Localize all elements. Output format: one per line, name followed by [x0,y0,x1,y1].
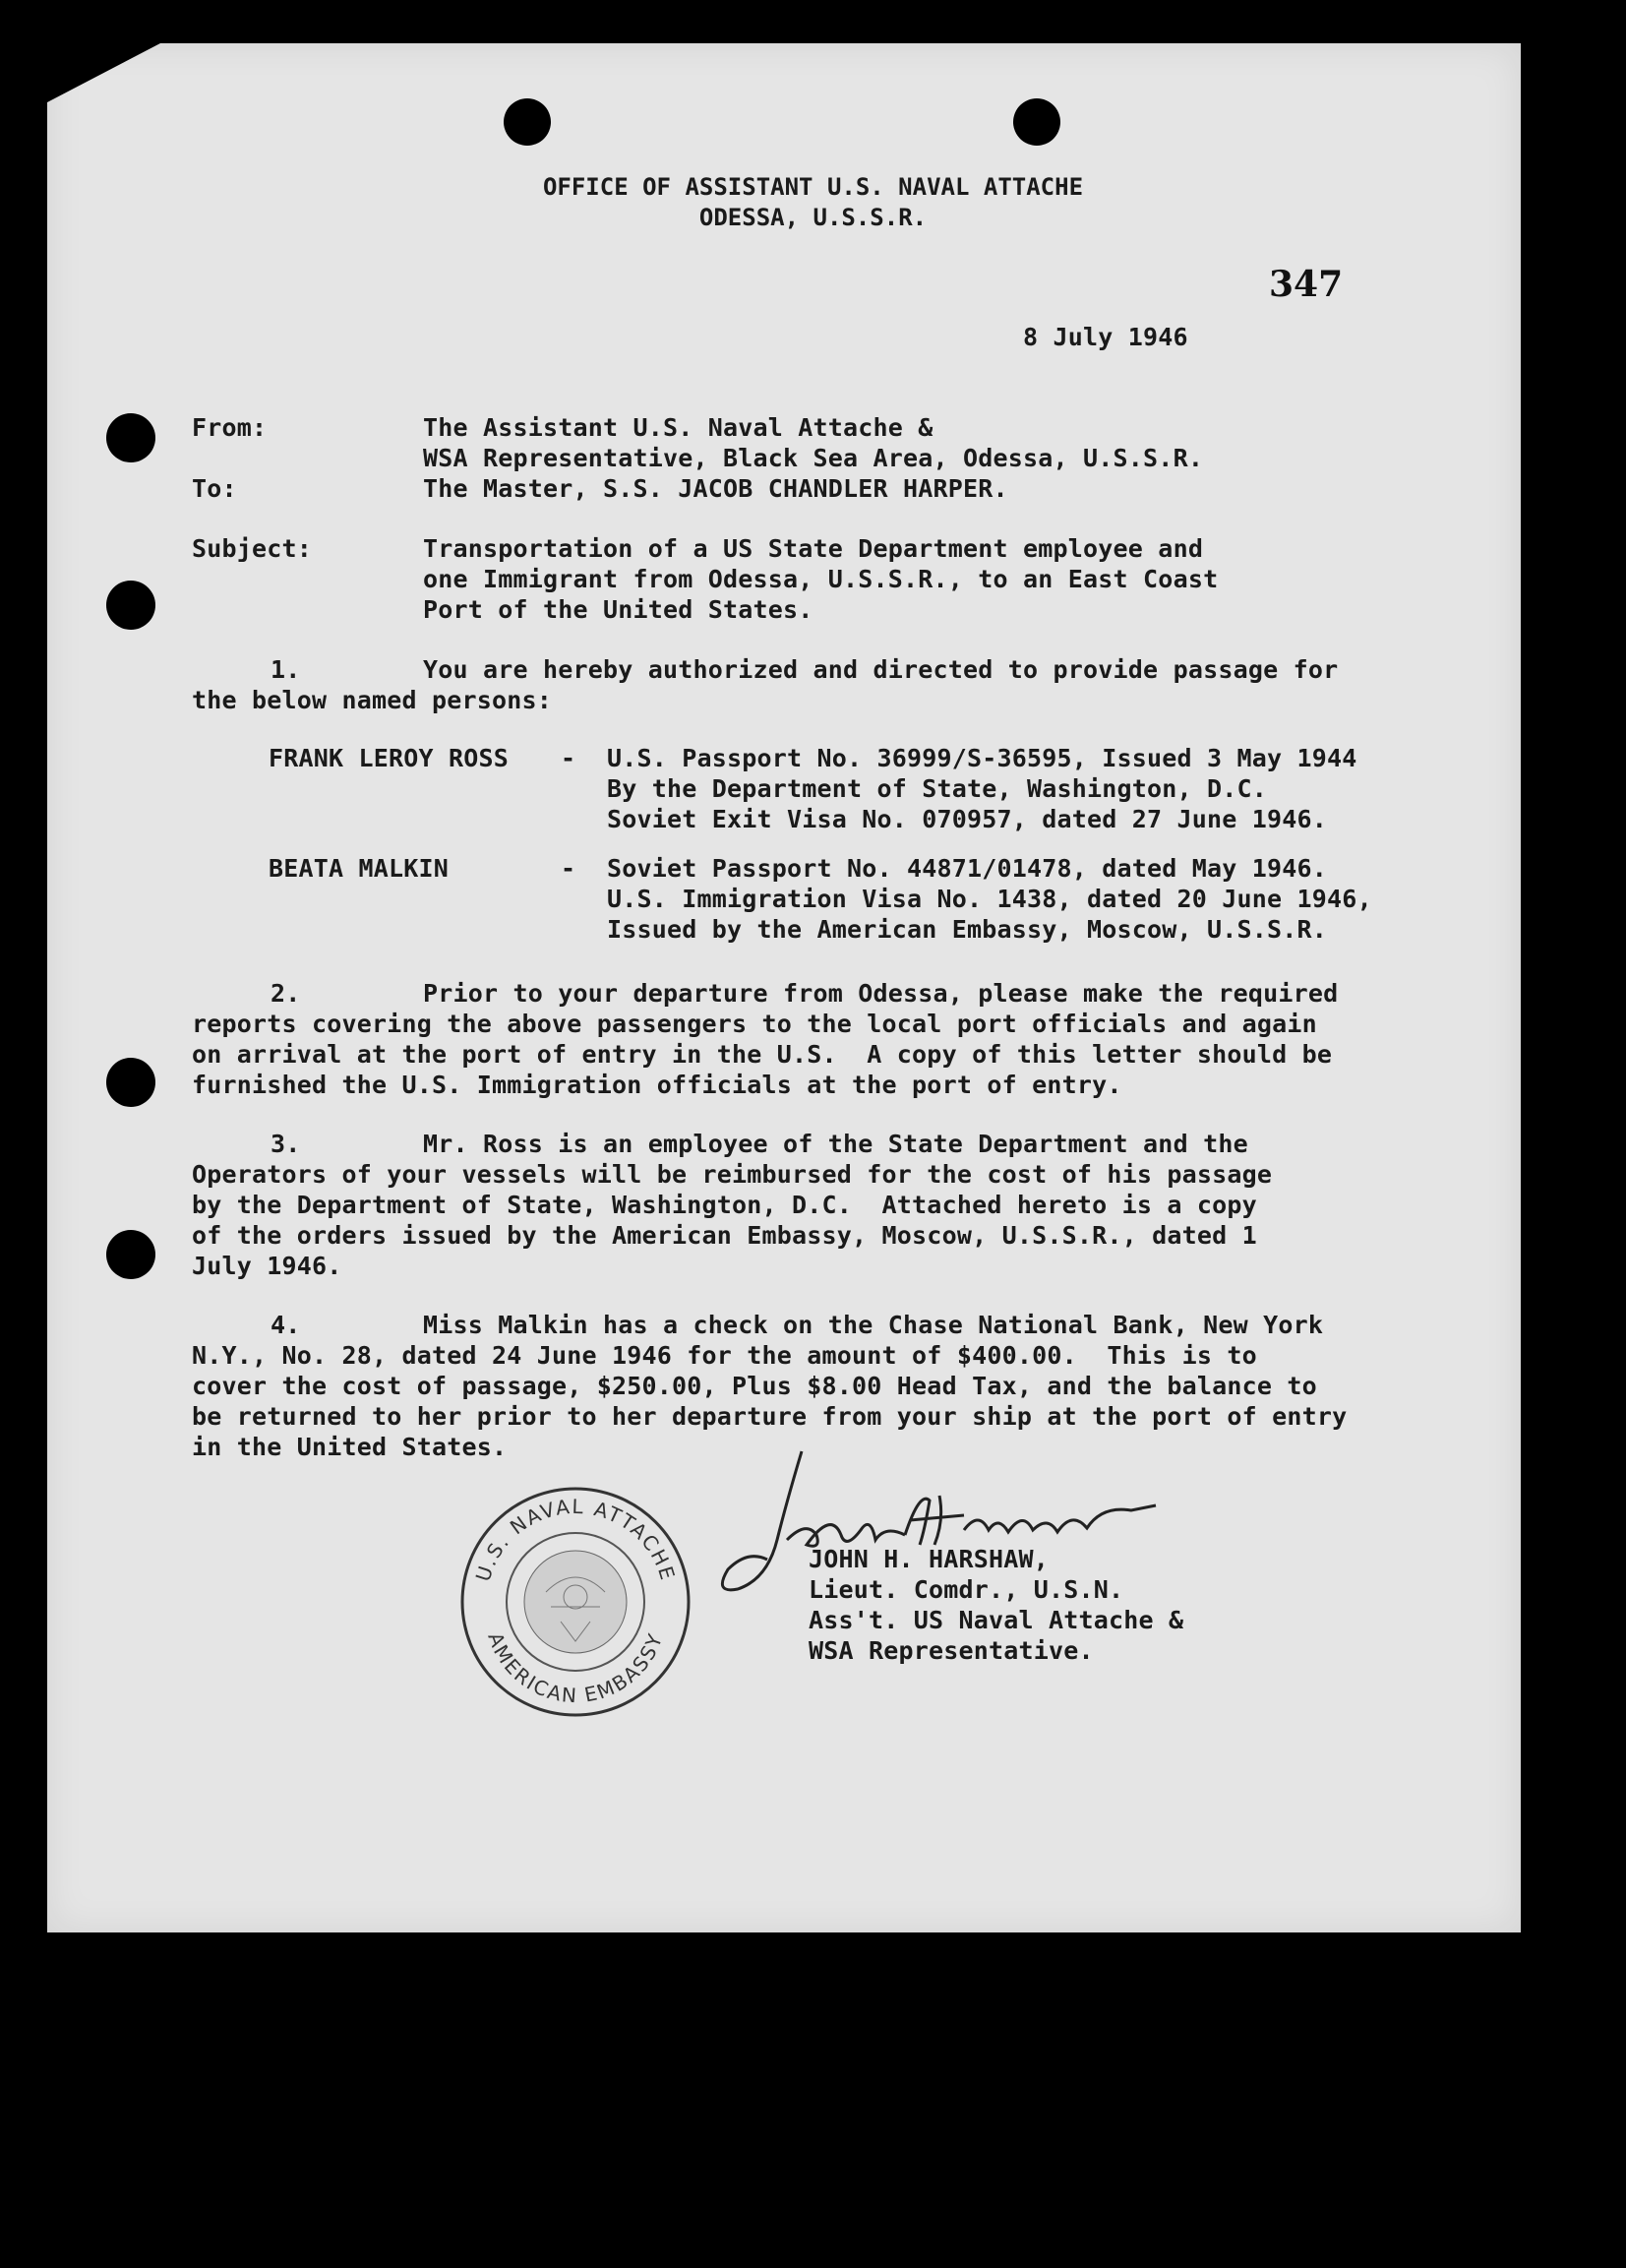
signer-title-2: WSA Representative. [809,1636,1094,1665]
para2-number: 2. [271,979,301,1008]
to-line: The Master, S.S. JACOB CHANDLER HARPER. [423,474,1008,503]
from-label: From: [192,413,268,442]
from-line-1: The Assistant U.S. Naval Attache & [423,413,933,442]
para1-number: 1. [271,655,301,684]
para3-line-1: Mr. Ross is an employee of the State Department and the [423,1130,1248,1158]
passenger-1-line-2: By the Department of State, Washington, D.C. [607,774,1268,803]
naval-attache-seal [457,1484,693,1720]
para3-line-3: by the Department of State, Washington, D.C. Attached hereto is a copy [192,1191,1257,1219]
passenger-1-line-3: Soviet Exit Visa No. 070957, dated 27 June 1946. [607,805,1328,833]
punch-hole-side-3 [106,1058,155,1107]
subject-label: Subject: [192,534,313,563]
seal-top-text: U.S. NAVAL ATTACHE [470,1494,681,1585]
para2-line-4: furnished the U.S. Immigration officials at the port of entry. [192,1071,1122,1099]
passenger-1-line-1: U.S. Passport No. 36999/S-36595, Issued 3 May 1944 [607,744,1357,772]
passenger-2-name: BEATA MALKIN [269,854,450,883]
signer-title-1: Ass't. US Naval Attache & [809,1606,1184,1634]
para2-line-2: reports covering the above passengers to the local port officials and again [192,1010,1317,1038]
para1-line-2: the below named persons: [192,686,553,714]
para4-line-1: Miss Malkin has a check on the Chase National Bank, New York [423,1311,1324,1339]
punch-hole-side-4 [106,1230,155,1279]
punch-hole-top-right [1013,98,1060,146]
subject-line-1: Transportation of a US State Department employee and [423,534,1204,563]
para3-number: 3. [271,1130,301,1158]
para2-line-1: Prior to your departure from Odessa, please make the required [423,979,1339,1008]
para3-line-5: July 1946. [192,1252,342,1280]
office-heading: OFFICE OF ASSISTANT U.S. NAVAL ATTACHE [542,173,1084,201]
punch-hole-side-1 [106,413,155,462]
passenger-1-dash: - [561,744,576,772]
para3-line-2: Operators of your vessels will be reimbursed for the cost of his passage [192,1160,1273,1189]
document-number: 347 [1269,264,1344,305]
para4-line-5: in the United States. [192,1433,508,1461]
para1-line-1: You are hereby authorized and directed to provide passage for [423,655,1339,684]
para4-line-4: be returned to her prior to her departure from your ship at the port of entry [192,1402,1348,1431]
to-label: To: [192,474,237,503]
punch-hole-top-left [504,98,551,146]
subject-line-3: Port of the United States. [423,595,813,624]
passenger-2-line-3: Issued by the American Embassy, Moscow, U.S.S.R. [607,915,1328,944]
para4-number: 4. [271,1311,301,1339]
passenger-1-name: FRANK LEROY ROSS [269,744,510,772]
seal-bottom-text: AMERICAN EMBASSY [483,1628,668,1708]
from-line-2: WSA Representative, Black Sea Area, Odessa, U.S.S.R. [423,444,1204,472]
punch-hole-side-2 [106,581,155,630]
passenger-2-dash: - [561,854,576,883]
para4-line-2: N.Y., No. 28, dated 24 June 1946 for the amount of $400.00. This is to [192,1341,1257,1370]
letter-date: 8 July 1946 [1023,323,1188,351]
signer-rank: Lieut. Comdr., U.S.N. [809,1575,1124,1604]
torn-corner [47,43,160,102]
para2-line-3: on arrival at the port of entry in the U.S. A copy of this letter should be [192,1040,1333,1069]
office-location: ODESSA, U.S.S.R. [698,204,928,231]
passenger-2-line-2: U.S. Immigration Visa No. 1438, dated 20 June 1946, [607,885,1372,913]
para3-line-4: of the orders issued by the American Embassy, Moscow, U.S.S.R., dated 1 [192,1221,1257,1250]
para4-line-3: cover the cost of passage, $250.00, Plus $8.00 Head Tax, and the balance to [192,1372,1317,1400]
subject-line-2: one Immigrant from Odessa, U.S.S.R., to an East Coast [423,565,1219,593]
passenger-2-line-1: Soviet Passport No. 44871/01478, dated May 1946. [607,854,1328,883]
signer-name: JOHN H. HARSHAW, [809,1545,1050,1573]
